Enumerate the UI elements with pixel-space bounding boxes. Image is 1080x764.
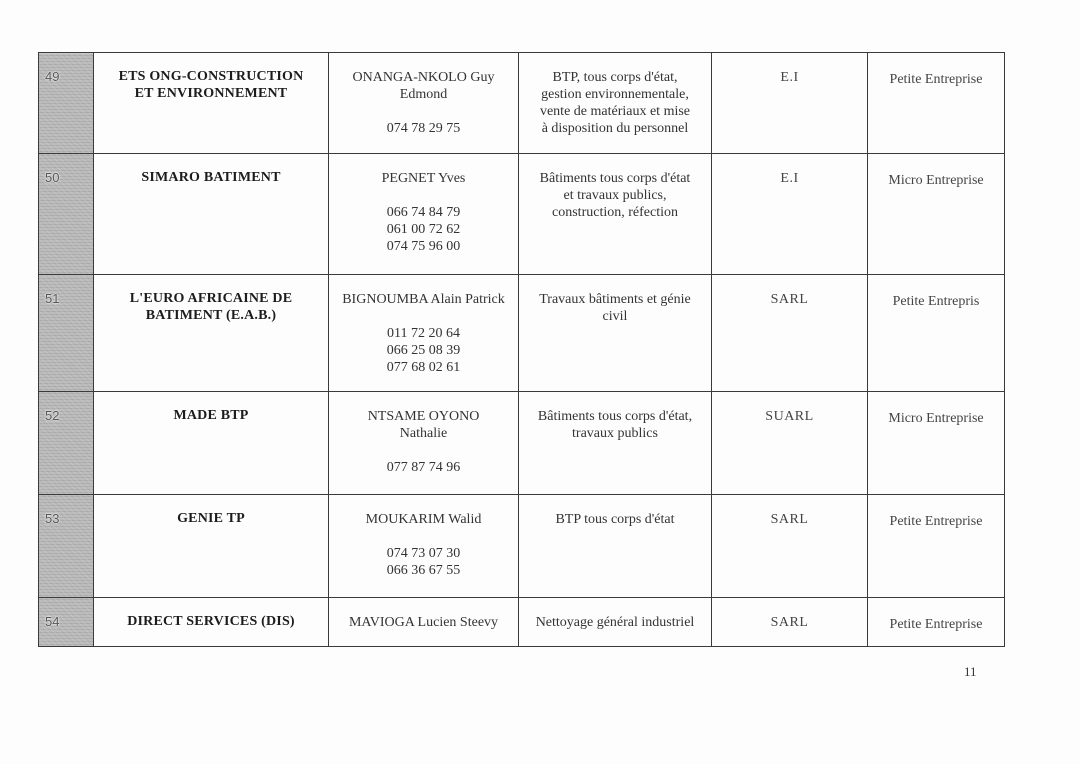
table-row <box>39 392 1005 495</box>
activity-line: Nettoyage général industriel <box>535 615 695 630</box>
activity-line: Bâtiments tous corps d'état <box>539 171 691 186</box>
company-name-cell <box>94 275 329 392</box>
contact-cell <box>329 392 519 495</box>
row-number-cell <box>39 392 94 495</box>
row-number-cell <box>39 53 94 154</box>
activity-cell <box>519 392 712 495</box>
company-name-line: DIRECT SERVICES (DIS) <box>127 614 295 629</box>
activity-cell <box>519 495 712 598</box>
activity-line: BTP, tous corps d'état, <box>552 70 678 85</box>
row-number-cell <box>39 275 94 392</box>
phone-number: 066 74 84 79 <box>386 205 461 220</box>
contact-person: PEGNET Yves <box>381 171 466 186</box>
row-number-cell <box>39 495 94 598</box>
contact-person-cont: Nathalie <box>399 426 448 441</box>
legal-form-cell: E.I <box>712 53 868 154</box>
company-name-line: L'EURO AFRICAINE DE <box>129 291 293 306</box>
phone-number: 061 00 72 62 <box>386 222 461 237</box>
company-name-line: GENIE TP <box>177 511 245 526</box>
phone-number: 011 72 20 64 <box>387 326 460 341</box>
enterprise-size-cell: Micro Entreprise <box>868 392 1005 495</box>
contact-person: MOUKARIM Walid <box>365 512 482 527</box>
contact-cell <box>329 154 519 275</box>
phone-number: 077 68 02 61 <box>386 360 461 375</box>
contact-cell <box>329 53 519 154</box>
phone-number: 074 73 07 30 <box>386 546 461 561</box>
company-name-line: BATIMENT (E.A.B.) <box>145 308 277 323</box>
row-number-cell <box>39 598 94 647</box>
activity-cell <box>519 154 712 275</box>
table-row <box>39 53 1005 154</box>
table-row <box>39 495 1005 598</box>
phone-number: 066 25 08 39 <box>386 343 461 358</box>
activity-line: vente de matériaux et mise <box>539 104 691 119</box>
activity-cell <box>519 598 712 647</box>
activity-line: et travaux publics, <box>563 188 667 203</box>
legal-form-cell: E.I <box>712 154 868 275</box>
company-name-cell <box>94 495 329 598</box>
table-row <box>39 275 1005 392</box>
company-name-line: SIMARO BATIMENT <box>141 170 281 185</box>
company-name-cell <box>94 154 329 275</box>
enterprise-size-cell: Petite Entreprise <box>868 495 1005 598</box>
row-number: 49 <box>45 69 60 84</box>
contact-cell <box>329 598 519 647</box>
row-number-cell <box>39 154 94 275</box>
legal-form-cell: SARL <box>712 275 868 392</box>
table-row <box>39 154 1005 275</box>
activity-line: civil <box>602 309 628 324</box>
legal-form-cell: SARL <box>712 598 868 647</box>
page-number: 11 <box>964 664 977 679</box>
company-name-cell <box>94 53 329 154</box>
company-name-cell <box>94 392 329 495</box>
phone-number: 074 78 29 75 <box>386 121 461 136</box>
contact-person: NTSAME OYONO <box>367 409 480 424</box>
phone-number: 074 75 96 00 <box>386 239 461 254</box>
enterprise-size-cell: Petite Entreprise <box>868 598 1005 647</box>
activity-line: travaux publics <box>572 426 658 441</box>
activity-line: à disposition du personnel <box>541 121 689 136</box>
contact-person: BIGNOUMBA Alain Patrick <box>342 292 505 307</box>
activity-line: Travaux bâtiments et génie <box>539 292 691 307</box>
contact-cell <box>329 275 519 392</box>
activity-line: BTP tous corps d'état <box>555 512 675 527</box>
row-number: 54 <box>45 614 60 629</box>
legal-form-cell: SUARL <box>712 392 868 495</box>
legal-form-cell: SARL <box>712 495 868 598</box>
enterprise-size-cell: Petite Entreprise <box>868 53 1005 154</box>
row-number: 52 <box>45 408 60 423</box>
activity-line: Bâtiments tous corps d'état, <box>537 409 693 424</box>
phone-number: 066 36 67 55 <box>386 563 461 578</box>
row-number: 50 <box>45 170 60 185</box>
company-name-cell <box>94 598 329 647</box>
company-name-line: ET ENVIRONNEMENT <box>134 86 288 101</box>
enterprise-table <box>38 52 1005 647</box>
contact-person-cont: Edmond <box>399 87 448 102</box>
table-row <box>39 598 1005 647</box>
activity-line: construction, réfection <box>552 205 678 220</box>
activity-cell <box>519 275 712 392</box>
row-number: 51 <box>45 291 60 306</box>
contact-person: ONANGA-NKOLO Guy <box>352 70 495 85</box>
activity-line: gestion environnementale, <box>541 87 689 102</box>
contact-cell <box>329 495 519 598</box>
enterprise-size-cell: Petite Entrepris <box>868 275 1005 392</box>
activity-cell <box>519 53 712 154</box>
company-name-line: MADE BTP <box>173 408 249 423</box>
phone-number: 077 87 74 96 <box>386 460 461 475</box>
company-name-line: ETS ONG-CONSTRUCTION <box>118 69 304 84</box>
enterprise-size-cell: Micro Entreprise <box>868 154 1005 275</box>
row-number: 53 <box>45 511 60 526</box>
contact-person: MAVIOGA Lucien Steevy <box>348 615 499 630</box>
